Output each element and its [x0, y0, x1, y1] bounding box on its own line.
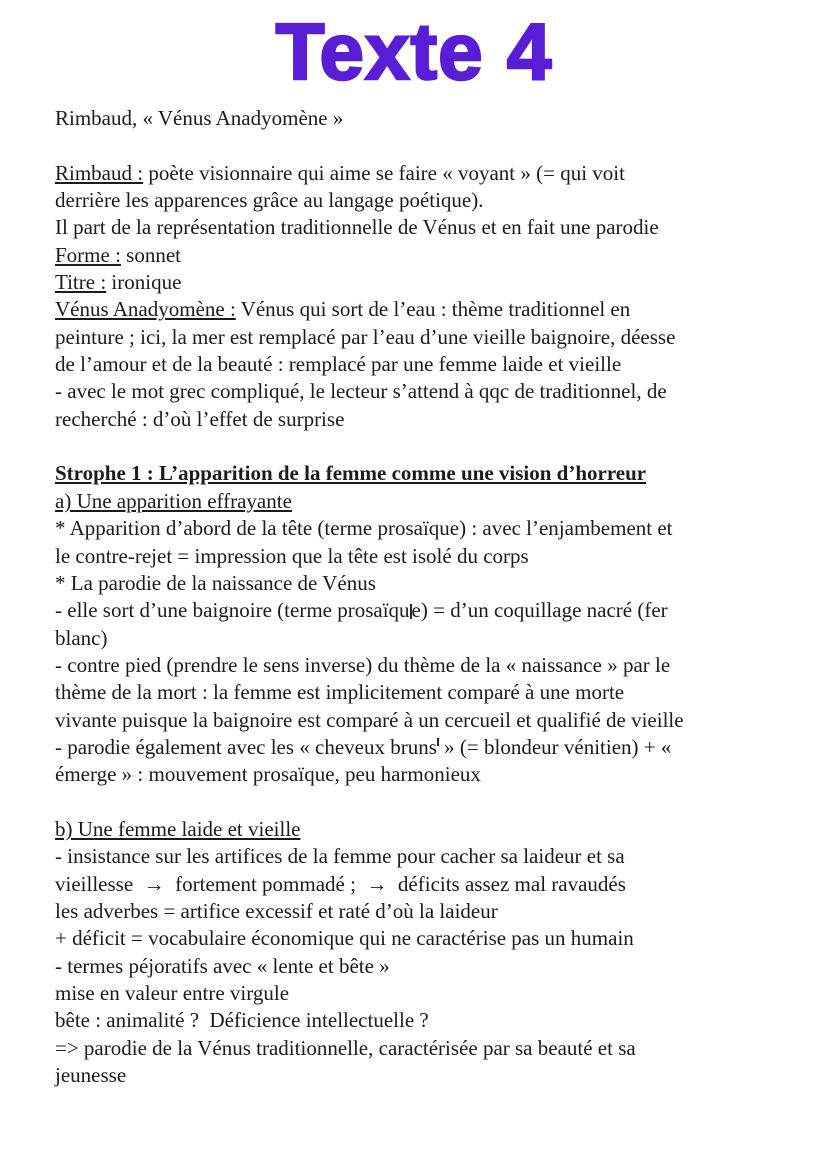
text-line: [55, 378, 808, 405]
text-run: le contre-rejet = impression que la tête est isolé du corps: [55, 543, 529, 568]
text-run: Rimbaud, « Vénus Anadyomène »: [55, 106, 344, 130]
text-line: [55, 515, 808, 542]
text-run: les adverbes = artifice excessif et raté d’où la laideur: [55, 898, 498, 923]
text-line: [55, 242, 808, 269]
text-line: [55, 1007, 808, 1034]
text-run: * La parodie de la naissance de Vénus: [55, 570, 376, 595]
text-run: + déficit = vocabulaire économique qui ne caractérise pas un humain: [55, 926, 634, 951]
text-run: b) Une femme laide et vieille: [55, 816, 301, 841]
text-run: Forme :: [55, 242, 121, 267]
text-run: bête : animalité ? Déficience intellectuelle ?: [55, 1008, 429, 1033]
text-run: vivante puisque la baignoire est comparé à un cercueil et qualifié de vieille: [55, 707, 684, 732]
text-run: poète visionnaire qui aime se faire « voyant » (= qui voit: [143, 160, 625, 185]
text-run: Il part de la représentation traditionnelle de Vénus et en fait une parodie: [55, 215, 659, 240]
text-run: - contre pied (prendre le sens inverse) du thème de la « naissance » par le: [55, 652, 671, 677]
text-line: [55, 679, 808, 706]
text-line: [55, 1062, 808, 1089]
document-body: [0, 105, 828, 1089]
text-run: - insistance sur les artifices de la femme pour cacher sa laideur et sa: [55, 844, 625, 869]
text-line: [55, 105, 808, 132]
text-run: e) = d’un coquillage nacré (fer: [411, 598, 668, 623]
text-run: Titre :: [55, 270, 107, 295]
text-line: [55, 269, 808, 296]
text-run: mise en valeur entre virgule: [55, 981, 290, 1005]
text-line: [55, 570, 808, 597]
text-run: Strophe 1 : L’apparition de la femme comme une vision d’horreur: [55, 461, 647, 486]
text-run: - parodie également avec les « cheveux bruns: [55, 734, 437, 759]
text-line: [55, 953, 808, 980]
text-run: émerge » : mouvement prosaïque, peu harmonieux: [55, 762, 481, 787]
text-line: [55, 296, 808, 323]
blank-line: [55, 789, 808, 816]
text-run: peinture ; ici, la mer est remplacé par l’eau d’une vieille baignoire, déesse: [55, 324, 676, 349]
text-line: [55, 652, 808, 679]
text-run: a) Une apparition effrayante: [55, 488, 292, 513]
text-run: - avec le mot grec compliqué, le lecteur s’attend à qqc de traditionnel, de: [55, 379, 667, 404]
text-line: [55, 160, 808, 187]
text-line: [55, 734, 808, 761]
text-run: de l’amour et de la beauté : remplacé par une femme laide et vieille: [55, 352, 622, 377]
text-run: - termes péjoratifs avec « lente et bête »: [55, 953, 390, 978]
text-run: sonnet: [120, 242, 181, 267]
text-line: [55, 843, 808, 870]
text-run: - elle sort d’une baignoire (terme prosaïqu: [55, 598, 410, 623]
text-line: [55, 597, 808, 624]
text-run: blanc): [55, 625, 108, 650]
text-line: [55, 214, 808, 241]
text-line: [55, 625, 808, 652]
text-line: [55, 406, 808, 433]
page-title: Texte 4: [275, 7, 553, 96]
text-line: [55, 707, 808, 734]
text-line: [55, 543, 808, 570]
text-run: » (= blondeur vénitien) + «: [438, 734, 672, 759]
text-run: recherché : d’où l’effet de surprise: [55, 406, 345, 431]
text-run: * Apparition d’abord de la tête (terme prosaïque) : avec l’enjambement et: [55, 516, 673, 541]
text-run: ironique: [106, 270, 182, 295]
text-line: [55, 898, 808, 925]
blank-line: [55, 433, 808, 460]
text-run: => parodie de la Vénus traditionnelle, caractérisée par sa beauté et sa: [55, 1035, 636, 1060]
text-run: jeunesse: [55, 1063, 127, 1088]
text-run: derrière les apparences grâce au langage poétique).: [55, 188, 484, 213]
text-line: [55, 761, 808, 788]
text-run: Vénus qui sort de l’eau : thème traditionnel en: [235, 297, 631, 322]
text-run: Vénus Anadyomène :: [55, 297, 236, 322]
text-line: [55, 187, 808, 214]
text-line: [55, 980, 808, 1007]
text-run: Rimbaud :: [55, 160, 144, 185]
text-line: [55, 324, 808, 351]
text-line: [55, 460, 808, 487]
blank-line: [55, 132, 808, 159]
text-line: [55, 1035, 808, 1062]
text-run: vieillesse → fortement pommadé ; → déficits assez mal ravaudés: [55, 871, 626, 896]
text-line: [55, 871, 808, 898]
text-line: [55, 816, 808, 843]
text-line: [55, 351, 808, 378]
text-line: [55, 488, 808, 515]
text-line: [55, 925, 808, 952]
text-run: thème de la mort : la femme est implicitement comparé à une morte: [55, 680, 625, 705]
